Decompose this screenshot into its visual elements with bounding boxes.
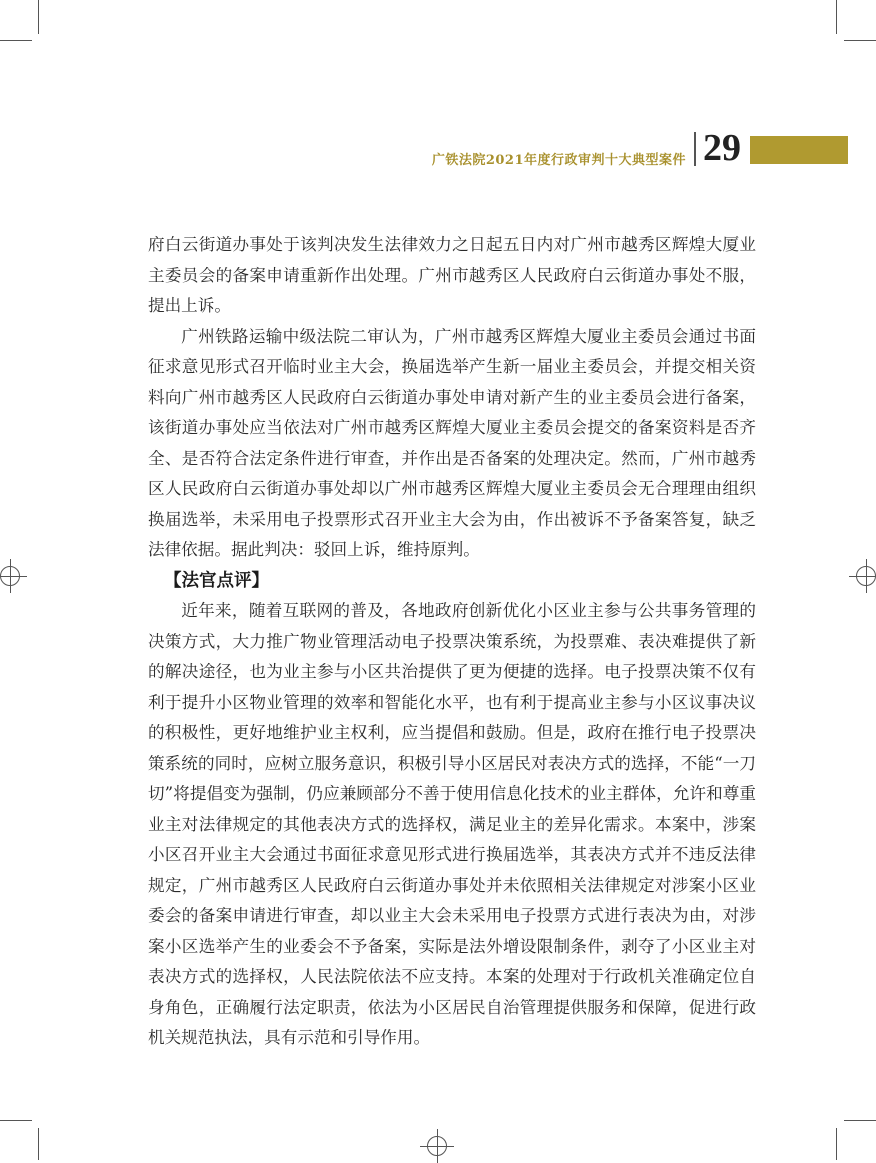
crop-mark — [0, 1120, 32, 1121]
paragraph: 广州铁路运输中级法院二审认为，广州市越秀区辉煌大厦业主委员会通过书面征求意见形式召开临时业主大会，换届选举产生新一届业主委员会，并提交相关资料向广州市越秀区人民政府白云街道办事处申请对新产生的业主委员会进行备案，该街道办事处应当依法对广州市越秀区辉煌大厦业主委员会提交的备案资料是否齐全、是否符合法定条件进行审查，并作出是否备案的处理决定。然而，广州市越秀区人民政府白云街道办事处却以广州市越秀区辉煌大厦业主委员会无合理理由组织换届选举，未采用电子投票形式召开业主大会为由，作出被诉不予备案答复，缺乏法律依据。据此判决：驳回上诉，维持原判。 — [148, 326, 756, 559]
crop-mark — [38, 1128, 39, 1160]
header-accent-bar — [750, 136, 848, 164]
crop-mark — [38, 0, 39, 34]
registration-mark-icon — [0, 566, 20, 586]
crop-mark — [836, 1128, 837, 1160]
crop-mark — [844, 40, 876, 41]
registration-mark-icon — [427, 1136, 447, 1156]
crop-mark — [844, 1120, 876, 1121]
crop-mark — [0, 40, 32, 41]
page-number: 29 — [703, 127, 741, 169]
registration-mark-icon — [856, 566, 876, 586]
section-heading: 【法官点评】 — [164, 570, 269, 591]
crop-mark — [836, 0, 837, 34]
paragraph: 府白云街道办事处于该判决发生法律效力之日起五日内对广州市越秀区辉煌大厦业主委员会的备案申请重新作出处理。广州市越秀区人民政府白云街道办事处不服，提出上诉。 — [148, 235, 756, 315]
body-content — [148, 230, 756, 1054]
paragraph: 近年来，随着互联网的普及，各地政府创新优化小区业主参与公共事务管理的决策方式，大力推广物业管理活动电子投票决策系统，为投票难、表决难提供了新的解决途径，也为业主参与小区共治提供了更为便捷的选择。电子投票决策不仅有利于提升小区物业管理的效率和智能化水平，也有利于提高业主参与小区议事决议的积极性，更好地维护业主权利，应当提倡和鼓励。但是，政府在推行电子投票决策系统的同时，应树立服务意识，积极引导小区居民对表决方式的选择，不能“一刀切”将提倡变为强制，仍应兼顾部分不善于使用信息化技术的业主群体，允许和尊重业主对法律规定的其他表决方式的选择权，满足业主的差异化需求。本案中，涉案小区召开业主大会通过书面征求意见形式进行换届选举，其表决方式并不违反法律规定，广州市越秀区人民政府白云街道办事处并未依照相关法律规定对涉案小区业委会的备案申请进行审查，却以业主大会未采用电子投票方式进行表决为由，对涉案小区选举产生的业委会不予备案，实际是法外增设限制条件，剥夺了小区业主对表决方式的选择权，人民法院依法不应支持。本案的处理对于行政机关准确定位自身角色，正确履行法定职责，依法为小区居民自治管理提供服务和保障，促进行政机关规范执法，具有示范和引导作用。 — [148, 601, 756, 1047]
running-header-title: 广铁法院2021年度行政审判十大典型案件 — [431, 153, 686, 168]
header-divider — [694, 132, 696, 166]
